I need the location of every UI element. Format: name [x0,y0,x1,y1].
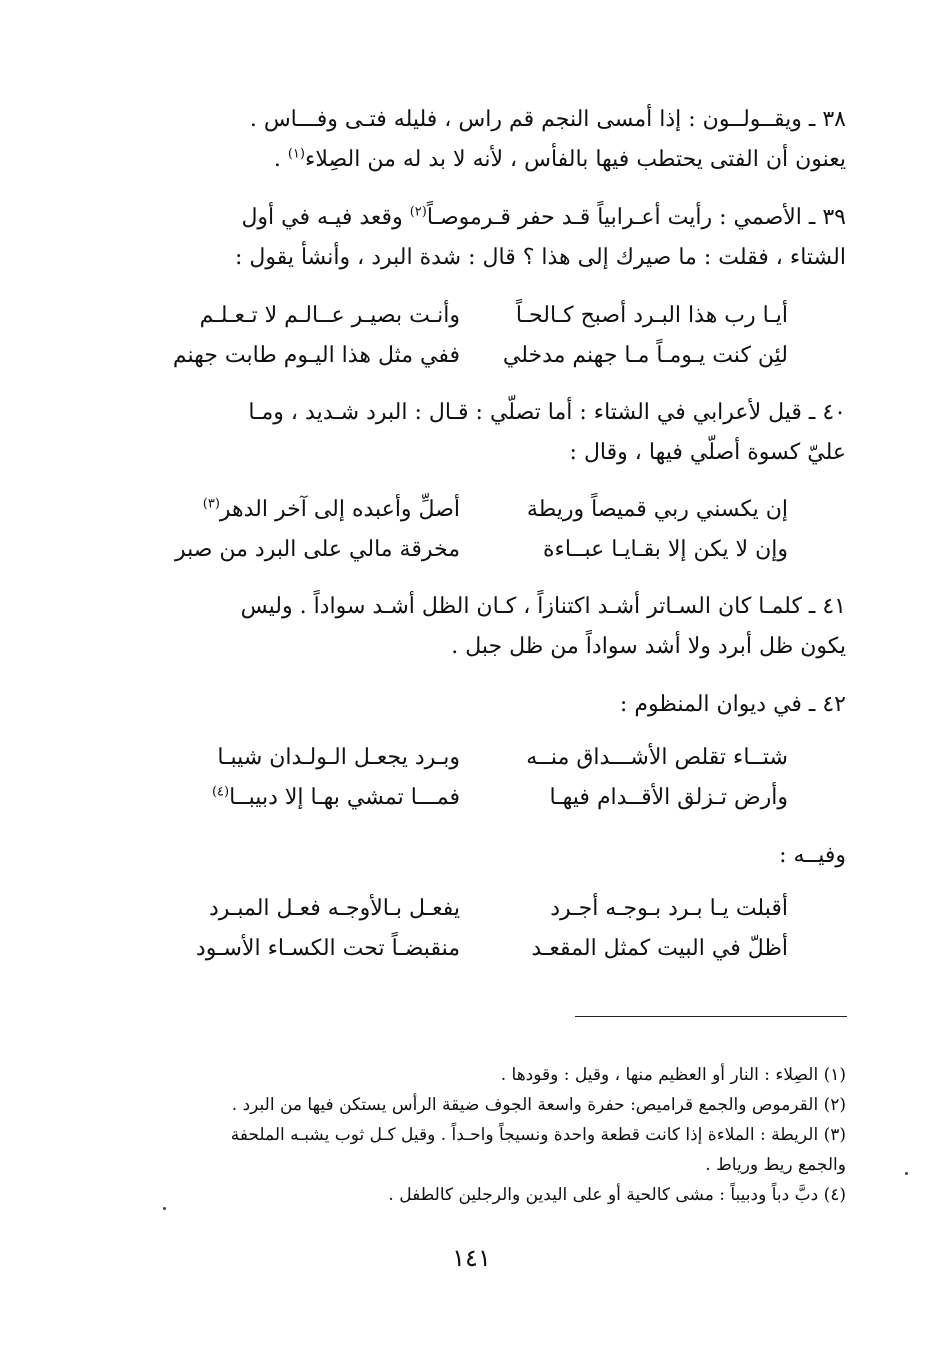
verse-line [140,929,846,969]
verse-second-hemistich: وأنـت بصيـر عــالـم لا تـعـلـم [199,303,460,328]
footnote-3-continuation: والجمع ريط ورياط . [705,1155,846,1175]
footnote-ref[interactable]: (٣) [202,496,220,512]
paragraph-text: ٣٩ ـ الأصمي : رأيت أعـرابياً قـد حفر قـرموصـاً [426,205,846,230]
paragraph-line: يكون ظل أبرد ولا أشد سواداً من ظل جبل . [451,634,846,659]
verse-line [140,490,846,530]
paragraph-line: الشتاء ، فقلت : ما صيرك إلى هذا ؟ قال : شدة البرد ، وأنشأ يقول : [234,245,846,270]
verse-first-hemistich: أقبلت يـا بـرد بـوجـه أجـرد [550,896,788,921]
verse-second-hemistich [140,490,460,530]
verse-second-hemistich: مخرقة مالي على البرد من صبر [174,537,460,562]
verse-second-hemistich [140,778,460,818]
poem-42 [140,738,846,818]
verse-second-hemistich: ففي مثل هذا اليـوم طابت جهنم [172,343,460,368]
paragraph-line [140,198,846,238]
poem-39 [140,296,846,376]
verse-line [140,530,846,570]
paragraph-text: . [273,147,288,172]
verse-first-hemistich: أظلّ في البيت كمثل المقعـد [531,936,788,961]
footnote-separator [575,1016,847,1017]
verse-line [140,336,846,376]
page-number: ١٤١ [452,1244,491,1272]
paragraph-41 [140,587,846,667]
paragraph-line: وفيــه : [779,843,846,868]
paragraph-text: وقعد فيـه في أول [241,205,410,230]
paragraph-40 [140,393,846,473]
footnote-ref[interactable]: (٤) [211,784,230,800]
verse-line [140,889,846,929]
poem-42b [140,889,846,969]
footnote-2: (٢) القرموص والجمع قراميص: حفرة واسعة الجوف ضيقة الرأس يستكن فيها من البرد . [231,1095,846,1115]
paragraph-line: عليّ كسوة أصلّي فيها ، وقال : [569,440,846,465]
paragraph-line: ٣٨ ـ ويقــولــون : إذا أمسى النجم قم راس ، فليله فتـى وفـــاس . [249,107,846,132]
verse-first-hemistich: إن يكسني ربي قميصاً وريطة [526,497,788,522]
verse-line [140,778,846,818]
poem-40 [140,490,846,570]
verse-first-hemistich: أيـا رب هذا البـرد أصبح كـالحـاً [515,303,788,328]
paragraph-wafih [140,836,846,876]
verse-text: أصلِّ وأعبده إلى آخر الدهر [219,497,460,522]
verse-line [140,296,846,336]
paragraph-39 [140,198,846,278]
paragraph-text: يعنون أن الفتى يحتطب فيها بالفأس ، لأنه لا بد له من الصِلاء [304,147,846,172]
footnotes [140,1060,846,1210]
paragraph-line: ٤١ ـ كلمـا كان السـاتر أشـد اكتنازاً ، كـان الظل أشـد سواداً . وليس [240,594,846,619]
footnote-1: (١) الصِلاء : النار أو العظيم منها ، وقيل : وقودها . [500,1065,846,1085]
footnote-3: (٣) الريطة : الملاءة إذا كانت قطعة واحدة ونسيجاً واحـداً . وقيل كـل ثوب يشبـه الملحفة [230,1125,846,1145]
paragraph-38 [140,100,846,180]
verse-first-hemistich: وإن لا يكن إلا بقـايـا عبــاءة [543,537,788,562]
verse-second-hemistich: منقبضـاً تحت الكسـاء الأسـود [195,936,460,961]
verse-first-hemistich: وأرض تـزلق الأقــدام فيهـا [549,785,788,810]
paragraph-line [140,140,846,180]
verse-first-hemistich: لئِن كنت يـومـاً مـا جهنم مدخلي [502,343,788,368]
scan-speck [905,1172,908,1175]
paragraph-line: ٤٠ ـ قيل لأعرابي في الشتاء : أما تصلّي : قـال : البرد شـديد ، ومـا [248,400,846,425]
verse-text: فمـــا تمشي بهـا إلا دبيبــا [229,785,460,810]
verse-second-hemistich: وبـرد يجعـل الـولـدان شيبـا [217,745,460,770]
verse-first-hemistich: شتــاء تقلص الأشـــداق منــه [526,745,788,770]
paragraph-42 [140,685,846,725]
footnote-ref[interactable]: (١) [287,146,305,162]
paragraph-line: ٤٢ ـ في ديوان المنظوم : [619,692,846,717]
verse-line [140,738,846,778]
scan-speck [163,1207,166,1210]
footnote-4: (٤) دبَّ دباً ودبيباً : مشى كالحية أو على اليدين والرجلين كالطفل . [388,1185,846,1205]
footnote-ref[interactable]: (٢) [409,204,427,220]
verse-second-hemistich: يفعـل بـالأوجـه فعـل المبـرد [208,896,460,921]
